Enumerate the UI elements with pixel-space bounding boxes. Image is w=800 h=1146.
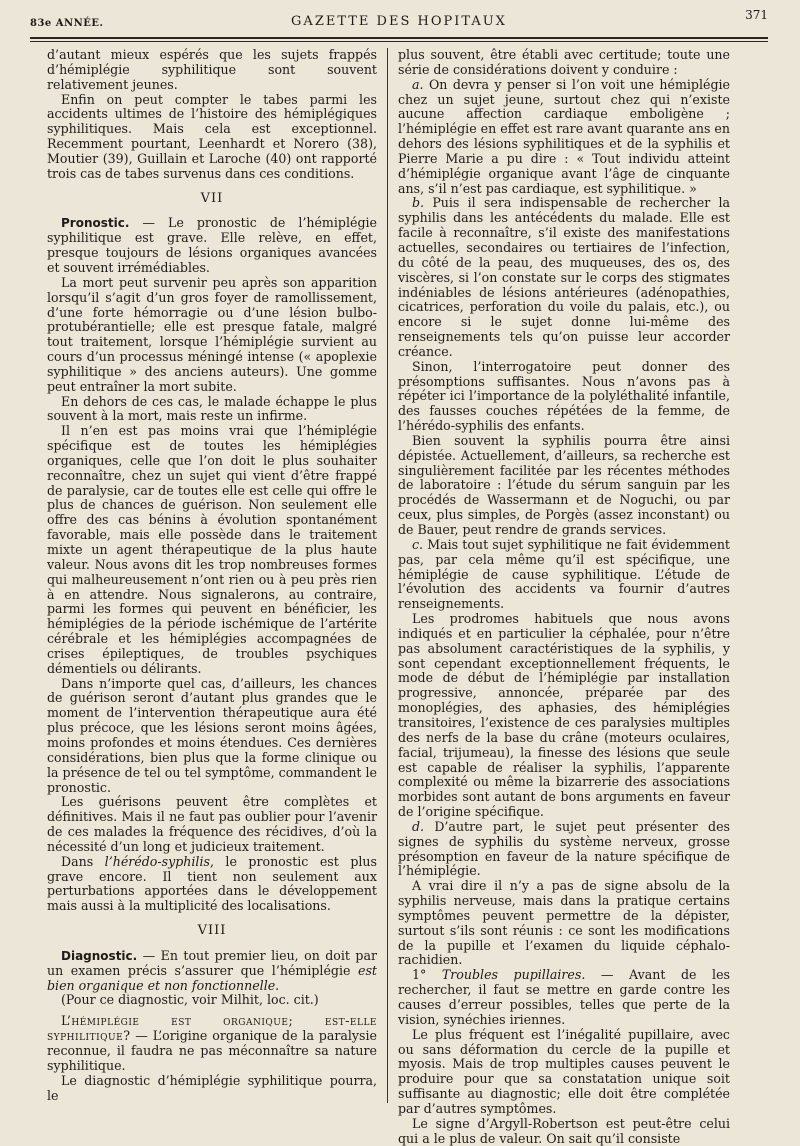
item-number: 1° (412, 967, 442, 983)
paragraph: Le diagnostic d’hémiplégie syphilitique pourra, le (47, 1072, 377, 1103)
paragraph (47, 216, 377, 275)
page-header (30, 6, 768, 36)
small-caps-heading: L’hémiplégie est organique; est-elle syphilitique? (47, 1013, 377, 1044)
paragraph: Il n’en est pas moins vrai que l’hémiplégie spécifique est de toutes les hémiplégies organiques, celle que l’on doit le plus souhaiter reconnaître, chez un sujet qui vient d’être frappé de paralysie, car de toutes elle est celle qui offre le plus de chances de guérison. Non seulement elle offre des cas bénins à évolution spontanément favorable, mais elle possède dans le traitement mixte un agent thérapeutique de la plus haute valeur. Nous avons dit les trop nombreuses formes qui malheureusement n’ont rien ou à peu près rien à en attendre. Nous signalerons, au contraire, parmi les formes qui peuvent en bénéficier, les hémiplégies de la période ischémique de l’artérite cérébrale et les hémiplégies accompagnées de crises épileptiques, de troubles psychiques démentiels ou délirants. (47, 423, 377, 676)
paragraph-text: Dans (61, 853, 105, 869)
paragraph: Dans n’importe quel cas, d’ailleurs, les chances de guérison seront d’autant plus grandes que le moment de l’intervention thérapeutique aura été plus précoce, que les lésions seront moins âgées, moins profondes et moins étendues. Ces dernières considérations, bien plus que la forme clinique ou la présence de tel ou tel symptôme, commandent le pronostic. (47, 675, 377, 795)
item-label: d. (412, 818, 425, 834)
paragraph-text: — En tout premier lieu, on doit par un examen précis s’assurer que l’hémiplégie (47, 947, 377, 978)
paragraph-text: , le pronostic est plus grave encore. Il tient non seulement aux perturbations apportées dans le développement mais aussi à la multiplicité des localisations. (47, 853, 377, 914)
italic-term: est bien organique et non fonctionnelle. (47, 962, 377, 993)
paragraph-text: — L’origine organique de la paralysie reconnue, il faudra ne pas méconnaître sa nature syphilitique. (47, 1028, 377, 1073)
issue-year: 83e ANNÉE. (30, 18, 104, 29)
paragraph: Sinon, l’interrogatoire peut donner des présomptions suffisantes. Nous n’avons pas à répéter ici l’importance de la polyléthalité infantile, des fausses couches répétées de la femme, de l’hérédo-syphilis des enfants. (398, 358, 730, 434)
paragraph (398, 196, 730, 359)
paragraph (47, 949, 377, 994)
item-label: b. (412, 195, 425, 211)
paragraph-text: — Le pronostic de l’hémiplégie syphilitique est grave. Elle relève, en effet, presque toujours de lésions organiques avancées et souvent irrémédiables. (47, 215, 377, 275)
paragraph: Le plus fréquent est l’inégalité pupillaire, avec ou sans déformation du cercle de la pupille et myosis. Mais de trop multiples causes peuvent le produire pour que sa constatation unique soit suffisante au diagnostic; elle doit être complétée par d’autres symptômes. (398, 1026, 730, 1116)
paragraph-text: D’autre part, le sujet peut présenter des signes de syphilis du système nerveux, grosse présomption en faveur de la nature spécifique de l’hémiplégie. (398, 818, 730, 879)
page-number: 371 (745, 8, 768, 22)
paragraph (398, 538, 730, 612)
paragraph-text: Puis il sera indispensable de rechercher la syphilis dans les antécédents du malade. Elle est facile à reconnaître, s’il existe des manifestations actuelles, secondaires ou tertiaires de l’infection, du côté de la peau, des muqueuses, des os, des viscères, si l’on constate sur le corps des stigmates indéniables de lésions antérieures (adénopathies, cicatrices, perforation du voile du palais, etc.), ou encore si le sujet donne lui-même des renseignements tels qu’on puisse leur accorder créance. (398, 195, 730, 359)
paragraph (398, 78, 730, 197)
paragraph: (Pour ce diagnostic, voir Milhit, loc. cit.) (61, 992, 319, 1008)
right-column (398, 48, 730, 1146)
section-heading: VIII (197, 923, 227, 939)
header-rule (30, 37, 768, 39)
paragraph: Les guérisons peuvent être complètes et définitives. Mais il ne faut pas oublier pour l’avenir de ces malades la fréquence des récidives, d’où la nécessité d’un long et judicieux traitement. (47, 794, 377, 854)
paragraph: Bien souvent la syphilis pourra être ainsi dépistée. Actuellement, d’ailleurs, sa recherche est singulièrement facilitée par les récentes méthodes de laboratoire : l’étude du sérum sanguin par les procédés de Wassermann et de Noguchi, ou par ceux, plus simples, de Porgès (assez inconstant) ou de Bauer, peut rendre de grands services. (398, 432, 730, 537)
paragraph-text: On devra y penser si l’on voit une hémiplégie chez un sujet jeune, surtout chez qui n’existe aucune affection cardiaque emboligène ; l’hémiplégie en effet est rare avant quarante ans en dehors des lésions syphilitiques et de la syphilis et Pierre Marie a pu dire : « Tout individu atteint d’hémiplégie organique avant l’âge de cinquante ans, s’il n’est pas cardiaque, est syphilitique. » (398, 76, 730, 196)
header-rule-thin (30, 41, 768, 42)
italic-term: Troubles pupillaires. (441, 967, 586, 983)
paragraph-text: Mais tout sujet syphilitique ne fait évidemment pas, par cela même qu’il est spécifique, une hémiplégie de cause syphilitique. L’étude de l’évolution des accidents va fournir d’autres renseignements. (398, 536, 730, 612)
paragraph: A vrai dire il n’y a pas de signe absolu de la syphilis nerveuse, mais dans la pratique certains symptômes peuvent permettre de la dépister, surtout s’ils sont réunis : ce sont les modifications de la pupille et l’examen du liquide céphalo-rachidien. (398, 878, 730, 968)
column-divider (387, 48, 388, 1103)
run-in-heading: Pronostic. (61, 216, 130, 231)
section-heading: VII (200, 190, 224, 206)
paragraph-text: — Avant de les rechercher, il faut se mettre en garde contre les causes d’erreur possibles, telles que perte de la vision, synéchies iriennes. (398, 967, 730, 1027)
paragraph: En dehors de ces cas, le malade échappe le plus souvent à la mort, mais reste un infirme. (47, 393, 377, 424)
left-column (47, 48, 377, 1103)
italic-term: l’hérédo-syphilis (104, 853, 210, 869)
paragraph: Les prodromes habituels que nous avons indiqués et en particulier la céphalée, pour n’être pas absolument caractéristiques de la syphilis, y sont cependant exceptionnellement fréquents, le mode de début de l’hémiplégie par installation progressive, annoncée, préparée par des monoplégies, des aphasies, des hémiplégies transitoires, l’existence de ces paralysies multiples des nerfs de la base du crâne (moteurs oculaires, facial, trijumeau), la finesse des lésions que seule est capable de réaliser la syphilis, l’apparente complexité ou même la bizarrerie des associations morbides sont autant de bons arguments en faveur de l’origine spécifique. (398, 611, 730, 820)
run-in-heading: Diagnostic. (61, 948, 138, 963)
paragraph (47, 1014, 377, 1073)
paragraph (47, 855, 377, 914)
item-label: c. (412, 536, 424, 552)
paragraph: Enfin on peut compter le tabes parmi les accidents ultimes de l’histoire des hémiplégiques syphilitiques. Mais cela est exceptionnel. Recemment pourtant, Leenhardt et Norero (38), Moutier (39), Guillain et Laroche (40) ont rapporté trois cas de tabes survenus dans ces conditions. (47, 91, 377, 181)
paragraph: Le signe d’Argyll-Robertson est peut-être celui qui a le plus de valeur. On sait qu’il consiste (398, 1115, 730, 1146)
paragraph (398, 968, 730, 1027)
journal-title: GAZETTE DES HOPITAUX (291, 14, 507, 29)
item-label: a. (412, 76, 424, 92)
paragraph: plus souvent, être établi avec certitude; toute une série de considérations doivent y conduire : (398, 47, 730, 77)
paragraph: La mort peut survenir peu après son apparition lorsqu’il s’agit d’un gros foyer de ramollissement, d’une forte hémorragie ou d’une lésion bulbo-protubérantielle; elle est presque fatale, malgré tout traitement, lorsque l’hémiplégie survient au cours d’un processus méningé intense (« apoplexie syphilitique » des anciens auteurs). Une gomme peut entraîner la mort subite. (47, 274, 377, 394)
paragraph: d’autant mieux espérés que les sujets frappés d’hémiplégie syphilitique sont souvent relativement jeunes. (47, 47, 377, 92)
paragraph (398, 820, 730, 879)
